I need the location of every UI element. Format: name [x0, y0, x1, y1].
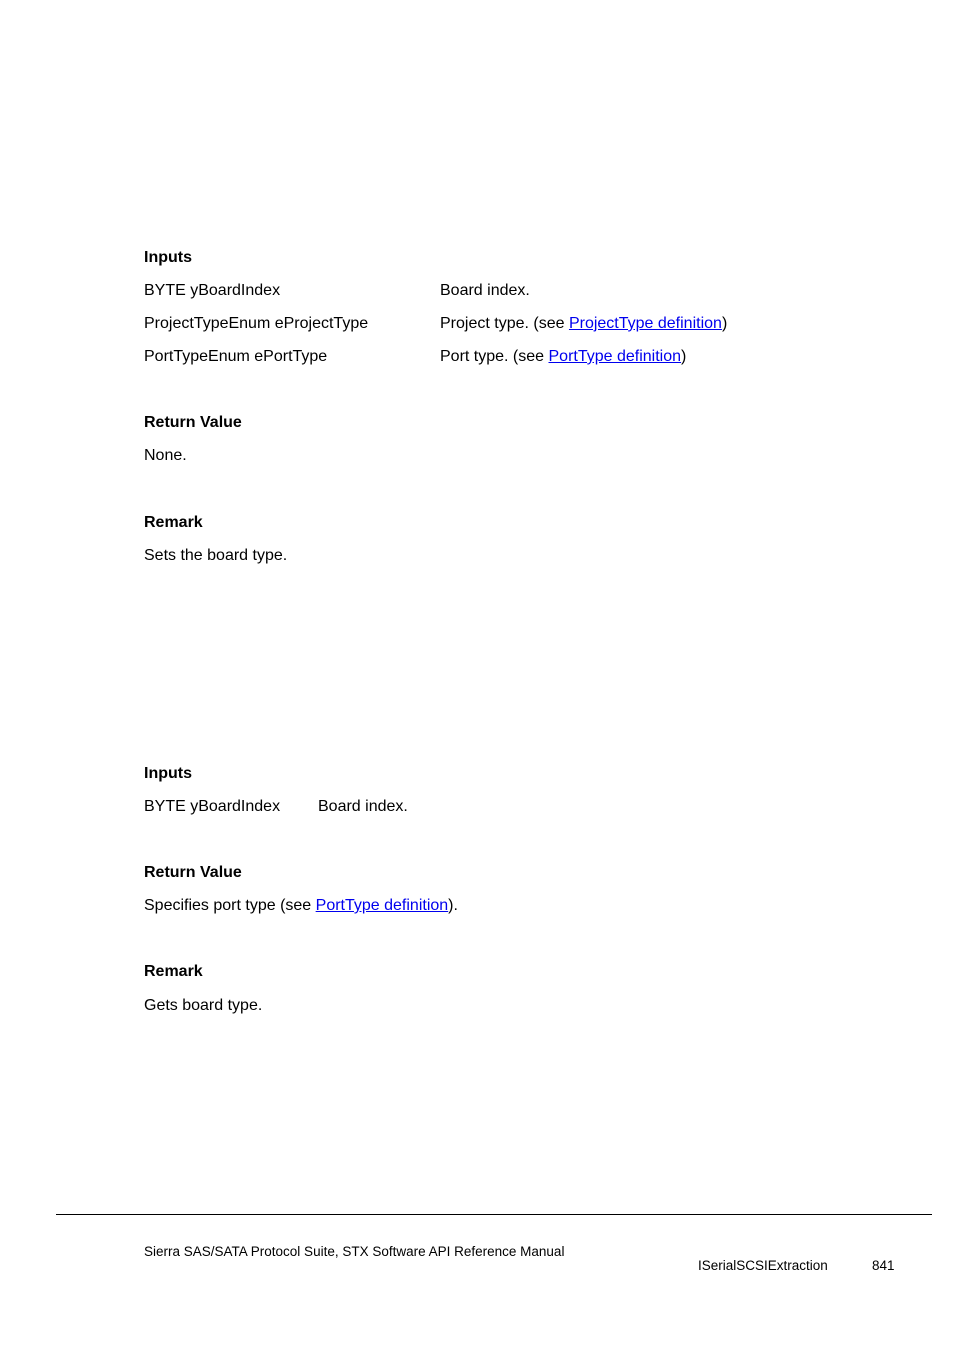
input-param: PortTypeEnum ePortType	[144, 348, 328, 365]
return-value-text	[144, 896, 458, 916]
input-param: BYTE yBoardIndex	[144, 282, 281, 299]
remark-text: Sets the board type.	[144, 547, 288, 564]
input-description	[440, 314, 727, 334]
footer-divider	[56, 1214, 932, 1215]
porttype-definition-link[interactable]: PortType definition	[548, 348, 682, 365]
footer-section-name: ISerialSCSIExtraction	[698, 1258, 828, 1273]
description-text: Project type. (see	[440, 315, 569, 332]
return-text: Specifies port type (see	[144, 897, 316, 914]
porttype-definition-link[interactable]: PortType definition	[315, 897, 449, 914]
description-text: Port type. (see	[440, 348, 549, 365]
projecttype-definition-link[interactable]: ProjectType definition	[568, 315, 722, 332]
input-param: ProjectTypeEnum eProjectType	[144, 315, 369, 332]
input-description: Board index.	[318, 798, 408, 815]
remark-heading: Remark	[144, 514, 203, 531]
input-description	[440, 347, 686, 367]
remark-heading: Remark	[144, 963, 203, 980]
return-value-text: None.	[144, 447, 187, 464]
remark-text: Gets board type.	[144, 997, 263, 1014]
return-text: ).	[448, 897, 458, 914]
return-value-heading: Return Value	[144, 414, 242, 431]
description-text: )	[681, 348, 687, 365]
inputs-heading: Inputs	[144, 249, 192, 266]
input-param: BYTE yBoardIndex	[144, 798, 281, 815]
footer-manual-title: Sierra SAS/SATA Protocol Suite, STX Software API Reference Manual	[144, 1244, 565, 1259]
inputs-heading: Inputs	[144, 765, 192, 782]
return-value-heading: Return Value	[144, 864, 242, 881]
description-text: )	[721, 315, 728, 332]
footer-page-number: 841	[872, 1258, 895, 1273]
input-description: Board index.	[440, 282, 530, 299]
